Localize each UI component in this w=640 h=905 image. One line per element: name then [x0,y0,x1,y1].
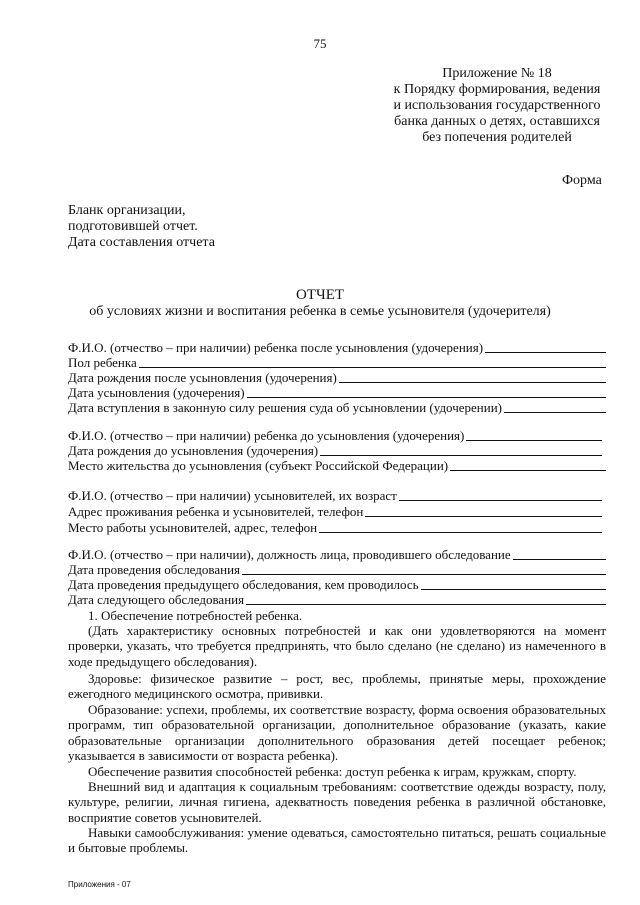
annex-header [386,66,608,146]
annex-line: банка данных о детях, оставшихся [394,114,600,130]
health-paragraph: Здоровье: физическое развитие – рост, вес, проблемы, принятые меры, прохождение ежегодного медицинского осмотра, прививки. [68,671,606,702]
field-row [68,547,606,562]
fill-line[interactable] [365,516,602,517]
field-row [68,340,606,355]
field-label: Дата вступления в законную силу решения суда об усыновлении (удочерении) [68,399,502,415]
fill-line[interactable] [246,604,606,605]
field-row [68,458,606,473]
fill-line[interactable] [242,574,606,575]
section-paragraph: (Дать характеристику основных потребностей и как они удовлетворяются на момент проверки, указать, что требуется предпринять, что было сделано (не сделано) из намеченного в ходе предыдущего обследования). [68,623,606,669]
fill-line[interactable] [320,455,602,456]
report-subtitle: об условиях жизни и воспитания ребенка в семье усыновителя (удочерителя) [89,304,551,319]
field-label: Место жительства до усыновления (субъект Российской Федерации) [68,457,449,473]
field-row [68,370,606,385]
fill-line[interactable] [466,440,602,441]
field-label: Ф.И.О. (отчество – при наличии), должность лица, проводившего обследование [68,546,511,562]
report-title: ОТЧЕТ [295,287,345,303]
field-label: Место работы усыновителей, адрес, телефон [68,519,318,535]
field-row [68,428,602,443]
annex-line: Приложение № 18 [442,66,552,81]
fill-line[interactable] [421,589,606,590]
field-label: Дата рождения после усыновления (удочерения) [68,369,337,385]
page-number: 75 [313,36,327,51]
org-line: Бланк организации, [68,203,186,218]
field-label: Дата усыновления (удочерения) [68,384,245,400]
field-label: Пол ребенка [68,354,137,370]
selfcare-paragraph: Навыки самообслуживания: умение одеваться, самостоятельно питаться, решать социальные и бытовые проблемы. [68,825,606,856]
field-label: Ф.И.О. (отчество – при наличии) ребенка после усыновления (удочерения) [68,339,484,355]
field-row [68,504,602,519]
fill-line[interactable] [247,397,606,398]
org-line: подготовившей отчет. [68,219,198,235]
field-label: Дата рождения до усыновления (удочерения) [68,442,319,458]
fill-line[interactable] [139,367,606,368]
abilities-paragraph: Обеспечение развития способностей ребенка: доступ ребенка к играм, кружкам, спорту. [88,764,577,779]
fill-line[interactable] [513,559,606,560]
field-row [68,443,602,458]
org-line: Дата составления отчета [68,235,215,251]
page-footer: Приложения - 07 [68,880,131,889]
field-row [68,385,606,400]
form-label: Форма [562,173,602,188]
education-paragraph: Образование: успехи, проблемы, их соответствие возрасту, форма освоения образовательных программ, тип образовательной организации, дополнительное образование (указать, какие образовательные организации дополнительного образования детей посещает ребенок; указывается в зависимости от возраста ребенка). [68,702,606,763]
field-label: Ф.И.О. (отчество – при наличии) усыновителей, их возраст [68,487,397,503]
field-row [68,577,606,592]
field-label: Дата следующего обследования [68,591,245,607]
annex-line: к Порядку формирования, ведения [393,82,601,98]
appearance-paragraph: Внешний вид и адаптация к социальным требованиям: соответствие одежды возрасту, полу, культуре, религии, личная гигиена, адекватность поведения ребенка в различной обстановке, восприятие советов усыновителей. [68,779,606,825]
field-row [68,592,606,607]
fill-line[interactable] [319,532,602,533]
section-heading: 1. Обеспечение потребностей ребенка. [88,608,303,623]
field-label: Адрес проживания ребенка и усыновителей, телефон [68,503,364,519]
fill-line[interactable] [339,382,606,383]
annex-line: и использования государственного [393,98,601,114]
fill-line[interactable] [504,412,606,413]
field-label: Ф.И.О. (отчество – при наличии) ребенка до усыновления (удочерения) [68,427,465,443]
field-label: Дата проведения обследования [68,561,241,577]
field-row [68,562,606,577]
field-row [68,488,602,503]
field-row [68,520,602,535]
field-row [68,355,606,370]
organization-block [68,203,215,251]
field-row [68,400,606,415]
field-label: Дата проведения предыдущего обследования, кем проводилось [68,576,419,592]
fill-line[interactable] [399,500,602,501]
fill-line[interactable] [485,352,606,353]
fill-line[interactable] [450,470,606,471]
annex-line: без попечения родителей [422,130,572,146]
